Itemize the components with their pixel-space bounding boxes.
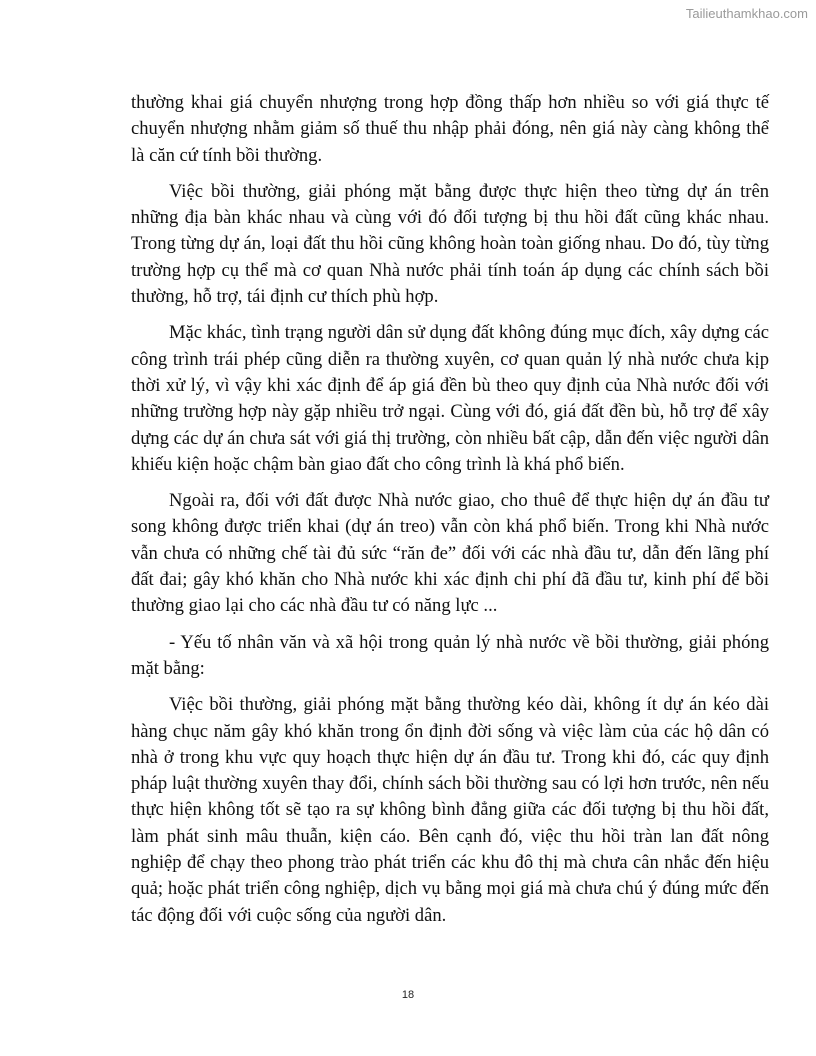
paragraph: Việc bồi thường, giải phóng mặt bằng được thực hiện theo từng dự án trên những địa bàn khác nhau và cùng với đó đối tượng bị thu hồi đất cũng khác nhau. Trong từng dự án, loại đất thu hồi cũng không hoàn toàn giống nhau. Do đó, tùy từng trường hợp cụ thể mà cơ quan Nhà nước phải tính toán áp dụng các chính sách bồi thường, hỗ trợ, tái định cư thích phù hợp.	[131, 180, 769, 308]
paragraph: Mặc khác, tình trạng người dân sử dụng đất không đúng mục đích, xây dựng các công trình trái phép cũng diễn ra thường xuyên, cơ quan quản lý nhà nước chưa kịp thời xử lý, vì vậy khi xác định để áp giá đền bù theo quy định của Nhà nước đối với những trường hợp này gặp nhiều trở ngại. Cùng với đó, giá đất đền bù, hỗ trợ để xây dựng các dự án chưa sát với giá thị trường, còn nhiều bất cập, dẫn đến việc người dân khiếu kiện hoặc chậm bàn giao đất cho công trình là khá phổ biến.	[131, 322, 769, 475]
document-body	[131, 90, 769, 939]
paragraph: thường khai giá chuyển nhượng trong hợp đồng thấp hơn nhiều so với giá thực tế chuyển nhượng nhằm giảm số thuế thu nhập phải đóng, nên giá này càng không thể là căn cứ tính bồi thường.	[131, 92, 769, 166]
paragraph: Việc bồi thường, giải phóng mặt bằng thường kéo dài, không ít dự án kéo dài hàng chục năm gây khó khăn trong ổn định đời sống và việc làm của các hộ dân có nhà ở trong khu vực quy hoạch thực hiện dự án đầu tư. Trong khi đó, các quy định pháp luật thường xuyên thay đổi, chính sách bồi thường sau có lợi hơn trước, nên nếu thực hiện không tốt sẽ tạo ra sự không bình đẳng giữa các đối tượng bị thu hồi đất, làm phát sinh mâu thuẫn, kiện cáo. Bên cạnh đó, việc thu hồi tràn lan đất nông nghiệp để chạy theo phong trào phát triển các khu đô thị mà chưa cân nhắc đến hiệu quả; hoặc phát triển công nghiệp, dịch vụ bằng mọi giá mà chưa chú ý đúng mức đến tác động đối với cuộc sống của người dân.	[131, 694, 769, 926]
watermark-text: Tailieuthamkhao.com	[685, 6, 808, 21]
paragraph: Ngoài ra, đối với đất được Nhà nước giao, cho thuê để thực hiện dự án đầu tư song không được triển khai (dự án treo) vẫn còn khá phổ biến. Trong khi Nhà nước vẫn chưa có những chế tài đủ sức “răn đe” đối với các nhà đầu tư, dẫn đến lãng phí đất đai; gây khó khăn cho Nhà nước khi xác định chi phí đã đầu tư, kinh phí để bồi thường giao lại cho các nhà đầu tư có năng lực ...	[131, 490, 769, 617]
paragraph: - Yếu tố nhân văn và xã hội trong quản lý nhà nước về bồi thường, giải phóng mặt bằng:	[131, 631, 769, 679]
page-number: 18	[401, 989, 415, 1001]
